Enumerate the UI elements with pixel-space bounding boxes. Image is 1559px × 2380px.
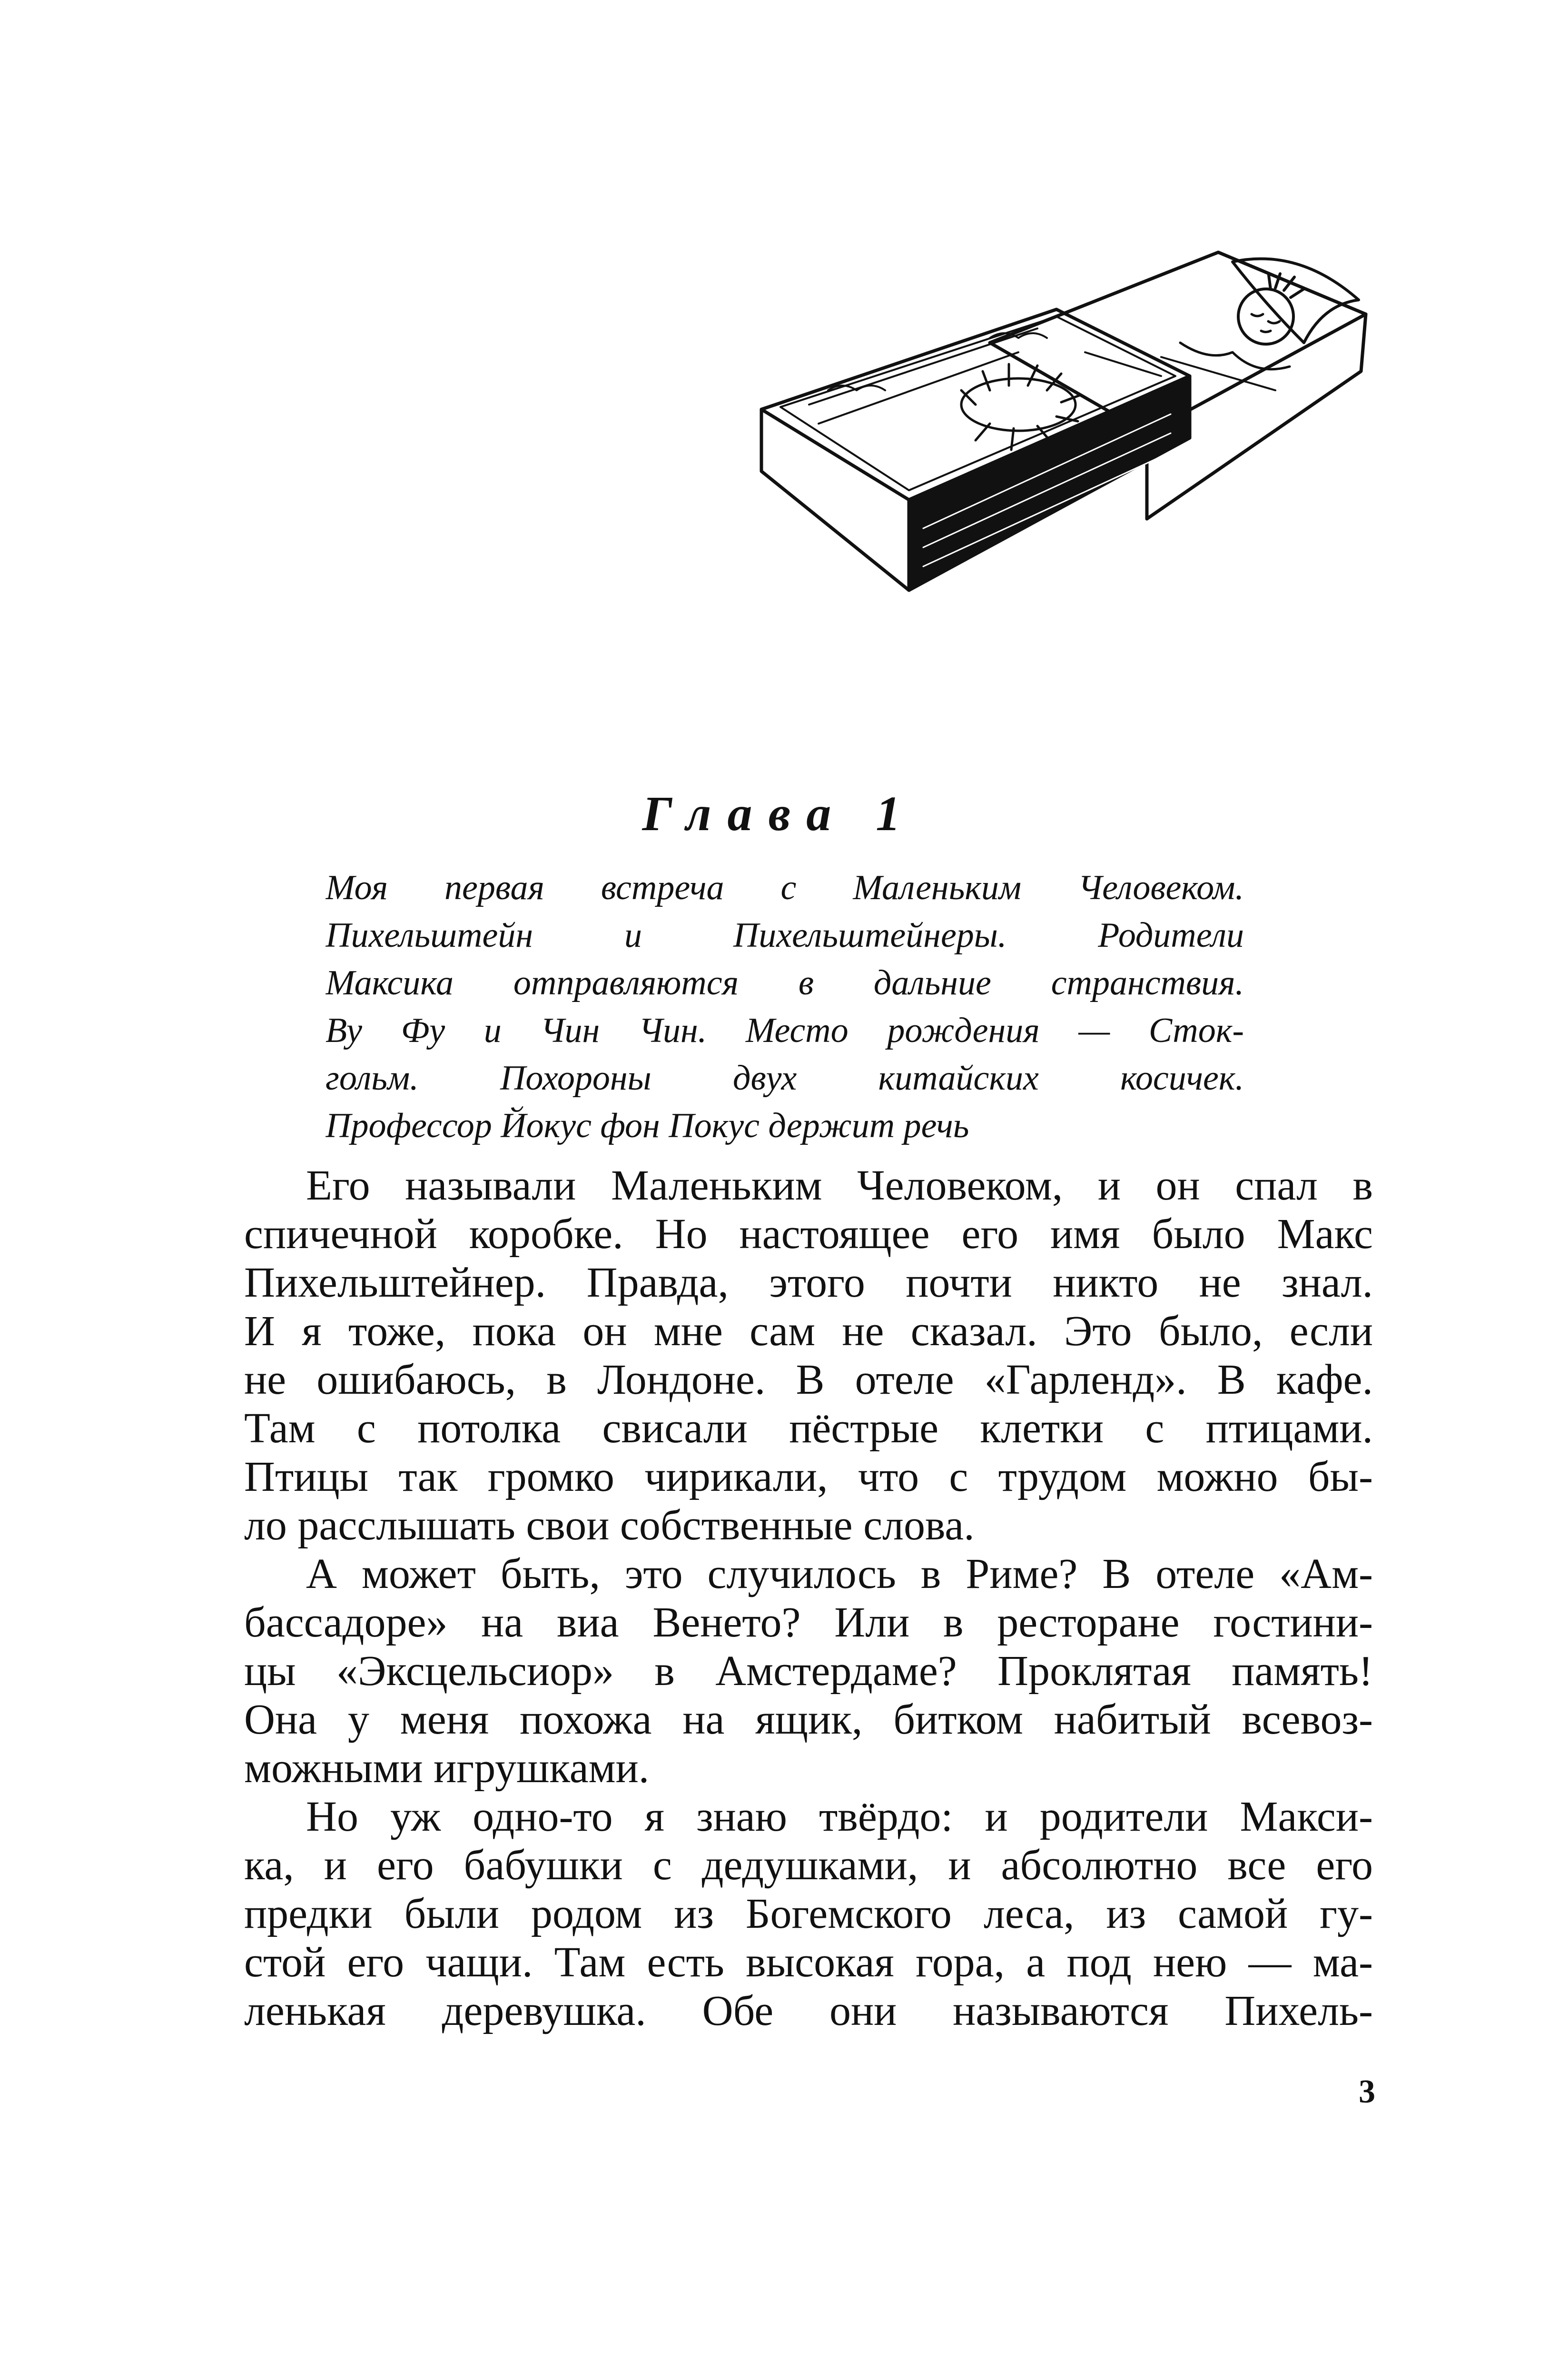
text-line: стой его чащи. Там есть высокая гора, а под нею — ма- [244,1939,1373,1986]
text-line: ка, и его бабушки с дедушками, и абсолютно все его [244,1842,1373,1889]
page-number: 3 [1359,2073,1375,2110]
matchbox-illustration [752,233,1371,662]
text-line: ленькая деревушка. Обе они называются Пихель- [244,1987,1373,2034]
text-line: не ошибаюсь, в Лондоне. В отеле «Гарленд». В кафе. [244,1356,1373,1403]
synopsis-line: Пихельштейн и Пихельштейнеры. Родители [326,916,1244,955]
chapter-title: Глава 1 [642,786,917,841]
text-line: Птицы так громко чирикали, что с трудом можно бы- [244,1453,1373,1500]
synopsis-line: гольм. Похороны двух китайских косичек. [326,1059,1244,1098]
chapter-synopsis [326,864,1244,1150]
synopsis-line: Профессор Йокус фон Покус держит речь [326,1106,969,1145]
text-line: И я тоже, пока он мне сам не сказал. Это было, если [244,1308,1373,1355]
body-text [244,1161,1373,2035]
text-line: можными игрушками. [244,1745,650,1792]
synopsis-line: Моя первая встреча с Маленьким Человеком. [326,868,1244,907]
text-line: Но уж одно-то я знаю твёрдо: и родители Макси- [306,1793,1373,1840]
text-line: предки были родом из Богемского леса, из самой гу- [244,1890,1373,1937]
text-line: Пихельштейнер. Правда, этого почти никто не знал. [244,1259,1373,1306]
synopsis-line: Ву Фу и Чин Чин. Место рождения — Сток- [326,1011,1244,1050]
text-line: ло расслышать свои собственные слова. [244,1502,975,1549]
text-line: цы «Эксцельсиор» в Амстердаме? Проклятая память! [244,1647,1373,1695]
text-line: Она у меня похожа на ящик, битком набитый всевоз- [244,1696,1373,1743]
text-line: спичечной коробке. Но настоящее его имя было Макс [244,1210,1373,1258]
text-line: бассадоре» на виа Венето? Или в ресторане гостини- [244,1599,1373,1646]
text-line: Там с потолка свисали пёстрые клетки с птицами. [244,1405,1373,1452]
text-line: Его называли Маленьким Человеком, и он спал в [306,1162,1373,1209]
text-line: А может быть, это случилось в Риме? В отеле «Ам- [306,1550,1373,1597]
synopsis-line: Максика отправляются в дальние странствия. [326,963,1244,1002]
